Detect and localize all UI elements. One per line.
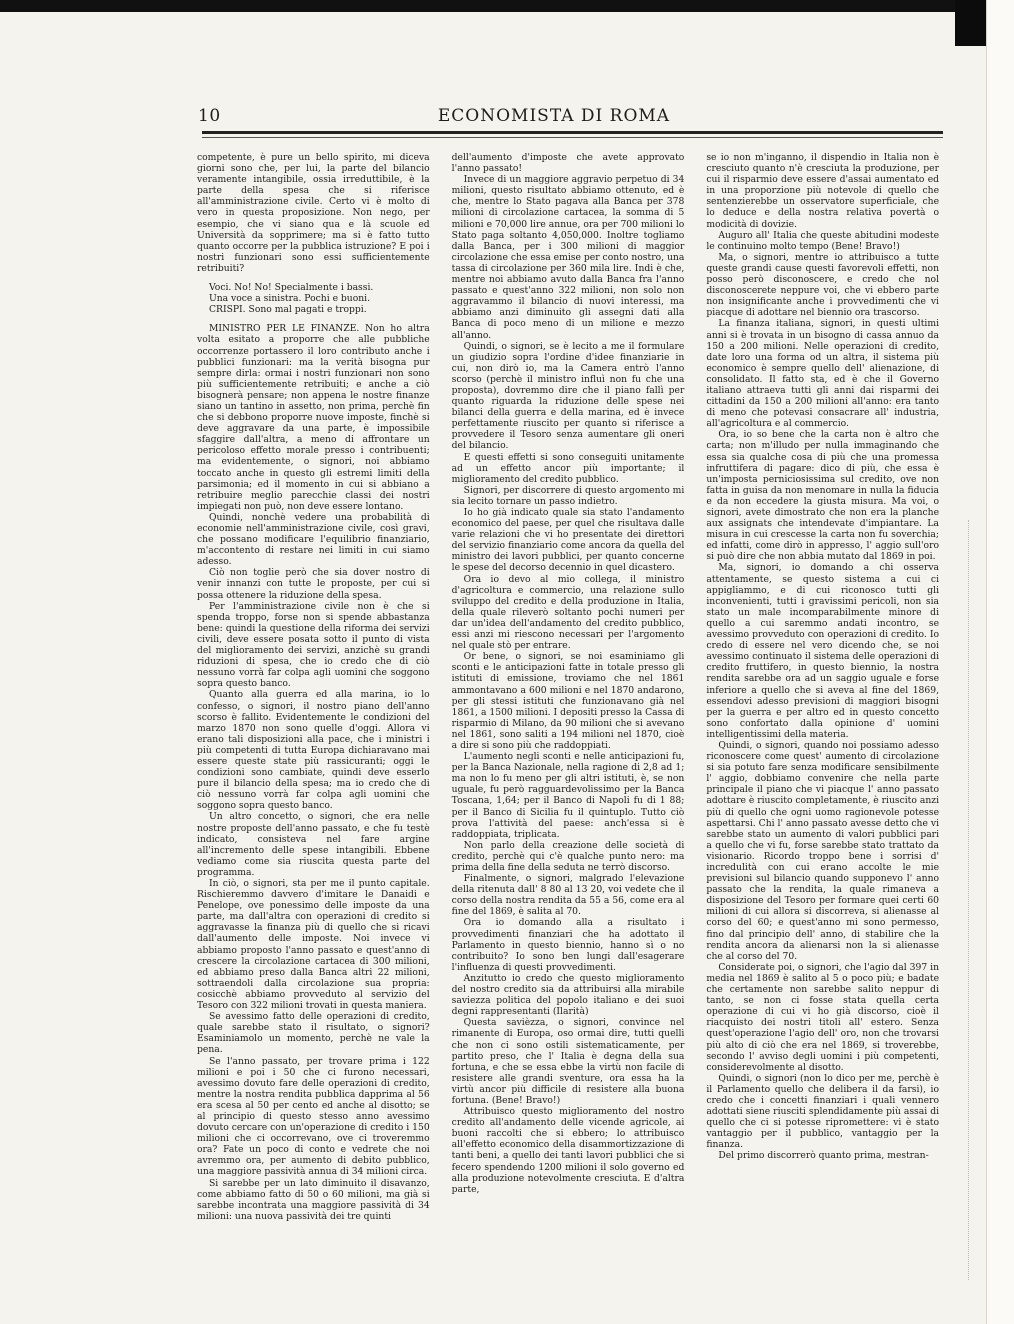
paragraph: Ora io domando alla a risultato i provvedimenti finanziari che ha adottato il Parlamento in questo biennio, hanno sì o no contribuito? Io sono ben lungi dall'esagerare l'influenza di questi provvedimenti. bbox=[451, 917, 685, 973]
paragraph: Una voce a sinistra. Pochi e buoni. bbox=[209, 293, 371, 305]
paragraph: Invece di un maggiore aggravio perpetuo di 34 milioni, questo risultato abbiamo ottenuto, ed è che, mentre lo Stato pagava alla Banca per 378 milioni di circolazione cartacea, la somma di 5 milioni e 70,000 lire annue, ora per 700 milioni lo Stato paga soltanto 4,050,000. Inoltre togliamo dalla Banca, per i 300 milioni di maggior circolazione che essa emise per conto nostro, una tassa di circolazione per 360 mila lire. Indi è che, mentre noi abbiamo avuto dalla Banca fra l'anno passato e quest'anno 322 milioni, non solo non aggravammo il bilancio di nuovi interessi, ma abbiamo anzi diminuito gli assegni dati alla Banca di poco meno di un milione e mezzo all'anno. bbox=[451, 174, 685, 341]
paragraph: Ma, signori, io domando a chi osserva attentamente, se questo sistema a cui ci appigliammo, e di cui riconosco tutti gli inconvenienti, tutti i gravissimi pericoli, non sia stato un male incomparabilmente minore di quello a cui saremmo andati incontro, se avessimo provveduto con operazioni di credito. Io credo di essere nel vero dicendo che, se noi avessimo continuato il sistema delle operazioni di credito fruttifero, in questo biennio, la nostra rendita sarebbe ora ad un saggio uguale e forse inferiore a quello che si aveva al fine del 1869, essendovi adesso previsioni di maggiori bisogni per la guerra e per altro ed in questo concetto sono confortato dalla opinione d' uomini intelligentissimi della materia. bbox=[706, 562, 940, 740]
paragraph: se io non m'inganno, il dispendio in Italia non è cresciuto quanto n'è cresciuta la produzione, per cui il risparmio deve essere d'assai aumentato ed in una proporzione più notevole di quello che sentenzierebbe un osservatore superficiale, che lo deduce e della nostra relativa povertà o modicità di dovizie. bbox=[706, 152, 940, 230]
paragraph: competente, è pure un bello spirito, mi diceva giorni sono che, per lui, la parte del bilancio veramente intangibile, ossia irreduttibile, è la parte della spesa che si riferisce all'amministrazione civile. Certo vi è molto di vero in questa proposizione. Non nego, per esempio, che vi siano qua e là scuole ed Università da sopprimere; ma si è fatto tutto quanto occorre per la pubblica istruzione? E poi i nostri funzionari sono essi sufficientemente retribuiti? bbox=[197, 152, 430, 274]
page-number: 10 bbox=[198, 106, 221, 126]
paragraph: Signori, per discorrere di questo argomento mi sia lecito tornare un passo indietro. bbox=[451, 484, 685, 507]
text-column-left bbox=[197, 152, 430, 1222]
running-title: ECONOMISTA DI ROMA bbox=[437, 106, 671, 126]
paragraph: MINISTRO PER LE FINANZE. Non ho altra volta esitato a proporre che alle pubbliche occorrenze portassero il loro contributo anche i pubblici funzionari: ma la verità bisogna pur sempre dirla: ormai i nostri funzionari non sono più sufficientemente retribuiti; e anche a ciò bisognerà pensare; non appena le nostre finanze siano un tantino in assetto, non prima, perchè fin che si debbono proporre nuove imposte, finchè si deve aggravare da una parte, è impossibile sfaggire dall'altra, a meno di affrontare un pericoloso effetto morale presso i contribuenti; ma evidentemente, o signori, noi abbiamo toccato anche in questo gli estremi limiti della parsimonia; ed il momento in cui si abbiano a retribuire meglio parecchie classi dei nostri impiegati non può, non deve essere lontano. bbox=[197, 323, 430, 512]
paragraph: Del primo discorrerò quanto prima, mestran- bbox=[718, 1150, 929, 1162]
paragraph: Anzitutto io credo che questo miglioramento del nostro credito sia da attribuirsi alla mirabile saviezza politica del popolo italiano e dei suoi degni rappresentanti (Ilarità) bbox=[451, 972, 685, 1018]
paragraph: Per l'amministrazione civile non è che si spenda troppo, forse non si spende abbastanza bene: quindi la questione della riforma dei servizi civili, deve essere posata sotto il punto di vista del miglioramento dei servizi, anzichè su grandi riduzioni di spesa, che io credo che di ciò nessuno vorrà far colpa agli uomini che soggono sopra questo banco. bbox=[197, 600, 430, 690]
text-column-middle bbox=[452, 152, 685, 1212]
paragraph: CRISPI. Sono mal pagati e troppi. bbox=[209, 304, 367, 316]
paragraph: Considerate poi, o signori, che l'agio dal 397 in media nel 1869 è salito al 5 o poco più; e badate che certamente non sarebbe salito neppur di tanto, se non ci fosse stata quella certa operazione di cui vi ho già discorso, cioè il riacquisto dei nostri titoli all' estero. Senza quest'operazione l'agio dell' oro, non che trovarsi più alto di ciò che era nel 1869, si troverebbe, secondo l' avviso degli uomini i più competenti, considerevolmente al disotto. bbox=[706, 961, 940, 1073]
scan-right-margin bbox=[986, 0, 1014, 1324]
scan-margin-marks bbox=[968, 520, 972, 1280]
paragraph: Se avessimo fatto delle operazioni di credito, quale sarebbe stato il risultato, o signori? Esaminiamolo un momento, perchè ne vale la pena. bbox=[197, 1011, 430, 1056]
paragraph: E questi effetti si sono conseguiti unitamente ad un effetto ancor più importante; il miglioramento del credito pubblico. bbox=[451, 451, 685, 485]
paragraph: Or bene, o signori, se noi esaminiamo gli sconti e le anticipazioni fatte in totale presso gli istituti di emissione, troviamo che nel 1861 ammontavano a 600 milioni e nel 1870 andarono, per gli stessi istituti che funzionavano già nel 1861, a 1500 milioni. I depositi presso la Cassa di risparmio di Milano, da 90 milioni che si avevano nel 1861, sono saliti a 194 milioni nel 1870, cioè a dire si sono più che raddoppiati. bbox=[451, 651, 685, 751]
paragraph: Non parlo della creazione delle società di credito, perchè qui c'è qualche punto nero: ma prima della fine della seduta ne terrò discorso. bbox=[451, 839, 685, 873]
paragraph: Se l'anno passato, per trovare prima i 122 milioni e poi i 50 che ci furono necessari, avessimo dovuto fare delle operazioni di credito, mentre la nostra rendita pubblica dapprima al 56 era scesa al 50 per cento ed anche al disotto; se al principio di questo stesso anno avessimo dovuto cercare con un'operazione di credito i 150 milioni che ci occorrevano, ove ci troveremmo ora? Fate un poco di conto e vedrete che noi avremmo ora, per aumento di debito pubblico, una maggiore passività annua di 34 milioni circa. bbox=[197, 1055, 430, 1178]
paragraph: Io ho già indicato quale sia stato l'andamento economico del paese, per quel che risultava dalle varie relazioni che vi ho presentate dei direttori del servizio finanziario come ancora da quella del ministro dei lavori pubblici, per quanto concerne le spese del decorso decennio in quel dicastero. bbox=[451, 507, 685, 574]
text-columns bbox=[197, 152, 940, 1222]
paragraph: Quindi, nonchè vedere una probabilità di economie nell'amministrazione civile, così gravi, che possano modificare l'equilibrio finanziario, m'accontento di restare nei limiti in cui siamo adesso. bbox=[197, 511, 430, 568]
paragraph: La finanza italiana, signori, in questi ultimi anni si è trovata in un bisogno di cassa annuo da 150 a 200 milioni. Nelle operazioni di credito, date loro una forma od un altra, il sistema più economico è sempre quello dell' alienazione, di consolidato. Il fatto sta, ed è che il Governo italiano attraeva tutti gli anni dai risparmi dei cittadini da 150 a 200 milioni all'anno: era tanto di meno che potevasi consacrare all' industria, all'agricoltura e al commercio. bbox=[706, 318, 940, 430]
paragraph: Quindi, o signori (non lo dico per me, perchè è il Parlamento quello che delibera il da farsi), io credo che i concetti finanziari i quali vennero adottati siene riusciti splendidamente più assai di quello che ci si potesse ripromettere: vi è stato vantaggio per il pubblico, vantaggio per la finanza. bbox=[706, 1072, 940, 1151]
paragraph: Ciò non toglie però che sia dover nostro di venir innanzi con tutte le proposte, per cui si possa ottenere la riduzione della spesa. bbox=[197, 567, 430, 601]
paragraph: Ora io devo al mio collega, il ministro d'agricoltura e commercio, una relazione sullo sviluppo del credito e della produzione in Italia, della quale rileverò soltanto pochi numeri per dar un'idea dell'andamento del credito pubblico, essi anzi mi riescono necessari per l'argomento nel quale stò per entrare. bbox=[451, 573, 685, 652]
page-header bbox=[160, 102, 948, 128]
text-column-right bbox=[706, 152, 939, 1212]
paragraph: Quindi, o signori, se è lecito a me il formulare un giudizio sopra l'ordine d'idee finanziarie in cui, non dirò io, ma la Camera entrò l'anno scorso (perchè il ministro influì non fu che una proposta), dovremmo dire che il piano fallì per quanto riguarda la riduzione delle spese nei bilanci della guerra e della marina, ed è invece perfettamente riuscito per quanto si riferisce a provvedere il Tesoro senza aumentare gli oneri del bilancio. bbox=[451, 340, 685, 452]
paragraph: Attribuisco questo miglioramento del nostro credito all'andamento delle vicende agricole, ai buoni raccolti che si ebbero; lo attribuisco all'effetto economico della disammortizzazione di tanti beni, a quello dei tanti lavori pubblici che si fecero spendendo 1200 milioni il solo governo ed alla produzione notevolmente cresciuta. E d'altra parte, bbox=[451, 1106, 685, 1195]
paragraph: Si sarebbe per un lato diminuito il disavanzo, come abbiamo fatto di 50 o 60 milioni, ma già si sarebbe incontrata una maggiore passività di 34 milioni: una nuova passività dei tre quinti bbox=[197, 1177, 430, 1222]
paragraph: Finalmente, o signori, malgrado l'elevazione della ritenuta dall' 8 80 al 13 20, voi vedete che il corso della nostra rendita da 55 a 56, come era al fine del 1869, è salita al 70. bbox=[451, 873, 685, 918]
header-rule-thin bbox=[202, 137, 943, 138]
paragraph: Ora, io so bene che la carta non è altro che carta; non m'illudo per nulla immaginando che essa sia qualche cosa di più che una promessa infruttifera di pagare: dico di più, che essa è un'imposta perniciosissima sul credito, ove non fatta in guisa da non menomare in nulla la fiducia e da non eccedere la giusta misura. Ma voi, o signori, avete dimostrato che non era la planche aux assignats che intendevate d'impiantare. La misura in cui crescesse la carta non fu soverchia; ed infatti, come dirò in appresso, l' aggio sull'oro si può dire che non abbia mutato dal 1869 in poi. bbox=[706, 429, 940, 563]
header-rule-thick bbox=[202, 131, 943, 134]
paragraph: Quanto alla guerra ed alla marina, io lo confesso, o signori, il nostro piano dell'anno scorso è fallito. Evidentemente le condizioni del marzo 1870 non sono quelle d'oggi. Allora vi erano tali disposizioni alla pace, che i ministri i più competenti di tutta Europa dichiaravano mai essere queste state più rassicuranti; oggi le condizioni sono cambiate, quindi deve esserlo pure il bilancio della spesa; ma io credo che di ciò nessuno vorrà far colpa agli uomini che soggono sopra questo banco. bbox=[197, 689, 430, 812]
paragraph: Auguro all' Italia che queste abitudini modeste le continuino molto tempo (Bene! Bravo!) bbox=[706, 229, 940, 252]
paragraph: L'aumento negli sconti e nelle anticipazioni fu, per la Banca Nazionale, nella ragione di 2,8 ad 1; ma non lo fu meno per gli altri istituti, è, se non uguale, fu però ragguardevolissimo per la Banca Toscana, 1,64; per il Banco di Napoli fu di 1 88; per il Banco di Sicilia fu il quintuplo. Tutto ciò prova l'attività del paese: anch'essa si è raddoppiata, triplicata. bbox=[451, 751, 685, 840]
paragraph: dell'aumento d'imposte che avete approvato l'anno passato! bbox=[451, 152, 685, 175]
paragraph: Questa savièzza, o signori, convince nel rimanente di Europa, oso ormai dire, tutti quelli che non ci sono ostili sistematicamente, per partito preso, che l' Italia è degna della sua fortuna, e che se essa ebbe la virtù non facile di resistere alle grandi sventure, ora essa ha la virtù ancor più difficile di resistere alla buona fortuna. (Bene! Bravo!) bbox=[451, 1017, 685, 1106]
paragraph: Quindi, o signori, quando noi possiamo adesso riconoscere come quest' aumento di circolazione si sia potuto fare senza modificare sensibilmente l' aggio, dobbiamo convenire che nella parte principale il piano che vi piacque l' anno passato adottare è riuscito completamente, è riuscito anzi più di quello che ogni uomo ragionevole potesse aspettarsi. Chi l' anno passato avesse detto che vi sarebbe stato un aumento di valori pubblici pari a quello che vi fu, forse sarebbe stato trattato da visionario. Ricordo troppo bene i sorrisi d' incredulità con cui erano accolte le mie previsioni sul bilancio quando supponevo l' anno passato che la rendita, la quale rimaneva a disposizione del Tesoro per formare quei certi 60 milioni di cui allora si discorreva, si alienasse al corso del 60; e quest'anno mi sono permesso, fino dal principio dell' anno, di stabilire che la rendita ancora da alienarsi non la si alienasse che al corso del 70. bbox=[706, 739, 940, 962]
paragraph: In ciò, o signori, sta per me il punto capitale. Rischieremmo davvero d'imitare le Danaidi e Penelope, ove ponessimo delle imposte da una parte, ma dall'altra con operazioni di credito si aggravasse la finanza più di quello che si ricavi dall'aumento delle imposte. Noi invece vi abbiamo proposto l'anno passato e quest'anno di crescere la circolazione cartacea di 300 milioni, ed abbiamo preso dalla Banca altri 22 milioni, sottraendoli dalla circolazione sua propria: cosicchè abbiamo provveduto al servizio del Tesoro con 322 milioni trovati in questa maniera. bbox=[197, 878, 430, 1012]
paragraph: Voci. No! No! Specialmente i bassi. bbox=[209, 282, 374, 294]
paragraph: Un altro concetto, o signori, che era nelle nostre proposte dell'anno passato, e che fu testè indicato, consisteva nel fare argine all'incremento delle spese intangibili. Ebbene vediamo come sia riuscita questa parte del programma. bbox=[197, 811, 430, 878]
scan-top-edge bbox=[0, 0, 1013, 12]
paragraph: Ma, o signori, mentre io attribuisco a tutte queste grandi cause questi favorevoli effetti, non posso però disconoscere, e credo che nol disconoscerete neppure voi, che vi ebbero parte non insignificante anche i provvedimenti che vi piacque di adottare nel biennio ora trascorso. bbox=[706, 251, 940, 319]
